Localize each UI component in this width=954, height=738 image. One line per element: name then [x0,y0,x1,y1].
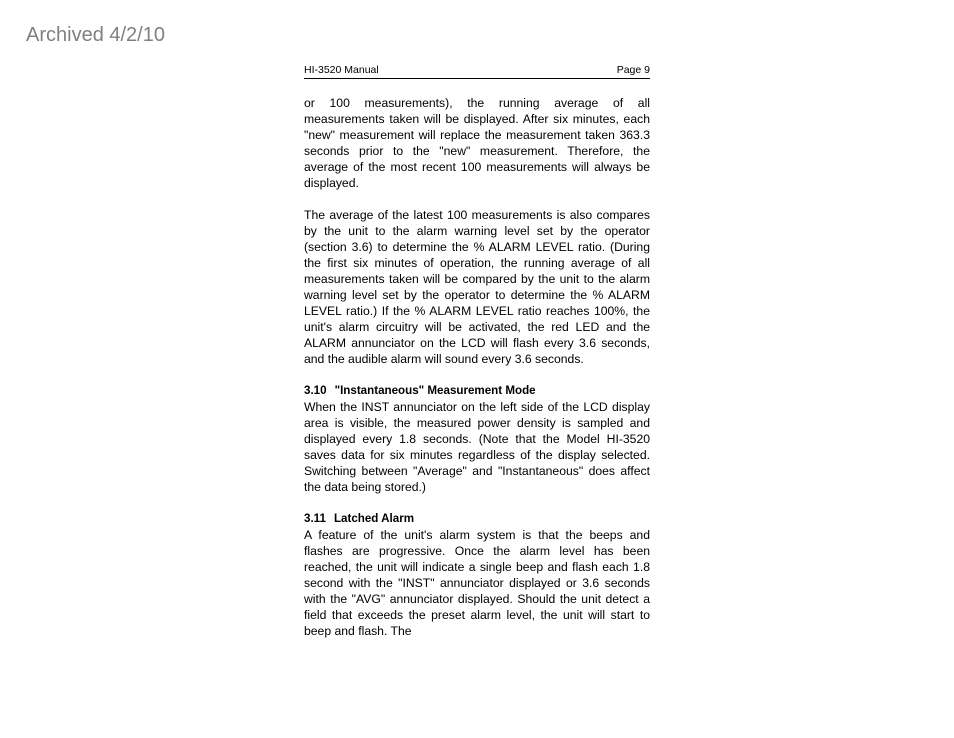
section-text: When the INST annunciator on the left side of the LCD display area is visible, the measured power density is sampled and displayed every 1.8 seconds. (Note that the Model HI-3520 saves data for six minutes regardless of the display selected. Switching between "Average" and "Instantaneous" does affect the data being stored.) [304,400,650,494]
archived-watermark: Archived 4/2/10 [26,24,165,46]
section-text: A feature of the unit's alarm system is that the beeps and flashes are progressive. Once the alarm level has been reached, the unit will indicate a single beep and flash each 1.8 second with the "INST" annunciator displayed or 3.6 seconds with the "AVG" annunciator displayed. Should the unit detect a field that exceeds the preset alarm level, the unit will start to beep and flash. The [304,528,650,638]
page-number: Page 9 [616,64,650,76]
section-title: Latched Alarm [333,512,415,525]
manual-page [304,64,650,639]
section-title: "Instantaneous" Measurement Mode [334,384,536,397]
page-body [304,95,650,639]
section-number: 3.10 [304,384,327,397]
manual-title: HI-3520 Manual [304,64,379,76]
section-latched-alarm [304,511,650,639]
section-instantaneous [304,383,650,495]
section-heading [304,383,650,399]
paragraph-alarm-ratio: The average of the latest 100 measurements is also compares by the unit to the alarm warning level set by the operator (section 3.6) to determine the % ALARM LEVEL ratio. (During the first six minutes of operation, the running average of all measurements taken will be compared by the unit to the alarm warning level set by the operator to determine the % ALARM LEVEL ratio.) If the % ALARM LEVEL ratio reaches 100%, the unit's alarm circuitry will be activated, the red LED and the ALARM annunciator on the LCD will flash every 3.6 seconds, and the audible alarm will sound every 3.6 seconds. [304,208,650,366]
paragraph-continuation: or 100 measurements), the running average of all measurements taken will be displayed. After six minutes, each "new" measurement will replace the measurement taken 363.3 seconds prior to the "new" measurement. Therefore, the average of the most recent 100 measurements will always be displayed. [304,96,650,190]
section-number: 3.11 [304,512,326,525]
section-heading [304,511,650,527]
page-header [304,64,650,79]
